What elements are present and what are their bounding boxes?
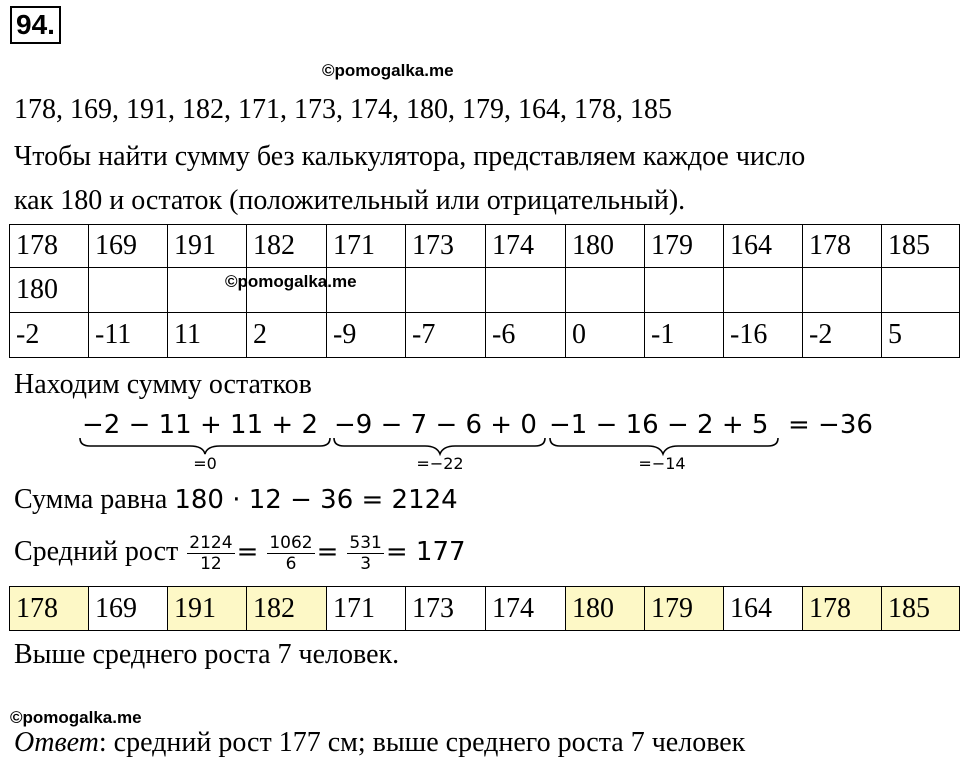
- table-cell: 173: [406, 225, 486, 268]
- table-cell: -2: [803, 313, 882, 358]
- total-label: Сумма равна: [14, 484, 168, 515]
- table-row-values: [10, 225, 960, 268]
- table-cell: [645, 268, 724, 313]
- sum-group-3: −1 − 16 − 2 + 5: [549, 410, 769, 440]
- table-cell: 180: [10, 268, 89, 313]
- table-cell: -2: [10, 313, 89, 358]
- table-cell: [406, 268, 486, 313]
- table-cell-highlighted: 191: [168, 587, 247, 631]
- table-cell: 169: [89, 587, 168, 631]
- table-cell: [724, 268, 803, 313]
- table-cell: 5: [882, 313, 960, 358]
- fraction-2-denominator: 6: [285, 554, 297, 575]
- table-cell: 174: [486, 225, 566, 268]
- fraction-1-numerator: 2124: [189, 533, 233, 554]
- watermark-top: ©pomogalka.me: [322, 61, 454, 80]
- table-cell: -16: [724, 313, 803, 358]
- brace-label-1: =0: [193, 454, 217, 473]
- table-row-base: [10, 268, 960, 313]
- remainder-table: [9, 224, 960, 358]
- table-cell: [89, 268, 168, 313]
- answer-text: : средний рост 177 см; выше среднего роста 7 человек: [98, 727, 746, 758]
- table-cell: 178: [10, 225, 89, 268]
- table-cell: [566, 268, 645, 313]
- table-cell: 164: [724, 587, 803, 631]
- intro-line-2: как 180 и остаток (положительный или отрицательный).: [14, 185, 686, 216]
- table-cell: 173: [406, 587, 486, 631]
- table-cell: 174: [486, 587, 566, 631]
- table-cell: 182: [247, 225, 327, 268]
- average-line: [14, 528, 466, 576]
- table-row-remainders: [10, 313, 960, 358]
- table-cell: -6: [486, 313, 566, 358]
- table-cell: 179: [645, 225, 724, 268]
- underbraces: [0, 436, 960, 458]
- underbrace-1: [80, 438, 330, 454]
- table-cell-highlighted: 185: [882, 587, 960, 631]
- brace-label-2: =−22: [416, 454, 464, 473]
- total-line: [14, 483, 458, 517]
- sum-heading: Находим сумму остатков: [14, 369, 312, 400]
- table-cell-highlighted: 179: [645, 587, 724, 631]
- table-cell-highlighted: 180: [566, 587, 645, 631]
- table-cell: -11: [89, 313, 168, 358]
- table-cell: 2: [247, 313, 327, 358]
- table-cell: [486, 268, 566, 313]
- equals-sign: =: [316, 537, 339, 567]
- fraction-1-denominator: 12: [200, 554, 222, 575]
- table-cell-highlighted: 178: [803, 587, 882, 631]
- fraction-3-numerator: 531: [349, 533, 382, 554]
- table-cell: 164: [724, 225, 803, 268]
- table-cell: -7: [406, 313, 486, 358]
- fraction-1: [187, 533, 234, 574]
- underbrace-2: [334, 438, 545, 454]
- table-cell: 185: [882, 225, 960, 268]
- above-average-line: Выше среднего роста 7 человек.: [14, 639, 400, 670]
- table-row: [10, 587, 960, 631]
- problem-number: 94.: [10, 6, 61, 44]
- table-cell: 0: [566, 313, 645, 358]
- fraction-2-numerator: 1062: [269, 533, 313, 554]
- table-cell-highlighted: 182: [247, 587, 327, 631]
- table-cell: 169: [89, 225, 168, 268]
- table-cell: 171: [327, 587, 406, 631]
- highlight-table: [9, 586, 960, 631]
- table-cell: 11: [168, 313, 247, 358]
- table-cell: 171: [327, 225, 406, 268]
- watermark-table: ©pomogalka.me: [225, 272, 357, 291]
- underbrace-3: [550, 438, 778, 454]
- equals-sign: =: [236, 537, 259, 567]
- brace-label-3: =−14: [638, 454, 686, 473]
- average-result: = 177: [385, 537, 466, 567]
- table-cell: [882, 268, 960, 313]
- watermark-bottom: ©pomogalka.me: [10, 708, 142, 727]
- fraction-2: [267, 533, 314, 574]
- sum-group-2: −9 − 7 − 6 + 0: [334, 410, 537, 440]
- fraction-3: [347, 533, 383, 574]
- table-cell: -1: [645, 313, 724, 358]
- data-line: 178, 169, 191, 182, 171, 173, 174, 180, 179, 164, 178, 185: [14, 94, 672, 125]
- table-cell-highlighted: 178: [10, 587, 89, 631]
- fraction-3-denominator: 3: [360, 554, 372, 575]
- total-expression: 180 · 12 − 36 = 2124: [174, 485, 458, 515]
- table-cell: 180: [566, 225, 645, 268]
- table-cell: [803, 268, 882, 313]
- average-label: Средний рост: [14, 536, 179, 567]
- table-cell: 191: [168, 225, 247, 268]
- table-cell: 178: [803, 225, 882, 268]
- sum-result: = −36: [788, 410, 873, 440]
- sum-group-1: −2 − 11 + 11 + 2: [82, 410, 318, 440]
- answer-line: [14, 726, 745, 760]
- intro-line-1: Чтобы найти сумму без калькулятора, представляем каждое число: [14, 141, 806, 172]
- table-cell: -9: [327, 313, 406, 358]
- answer-label: Ответ: [14, 727, 99, 758]
